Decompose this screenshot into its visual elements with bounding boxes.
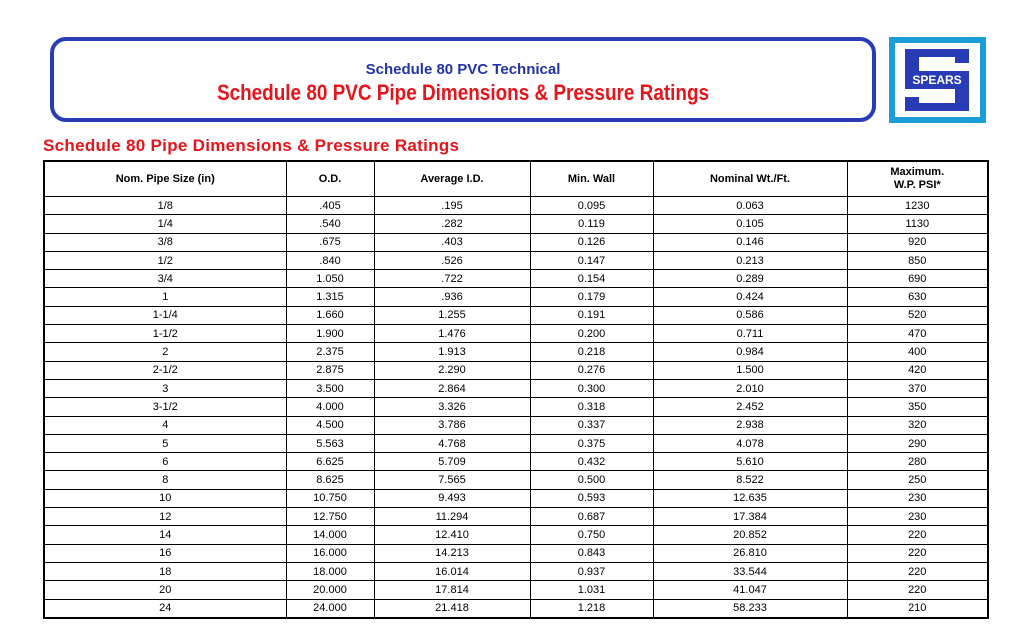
table-cell: 0.711 xyxy=(653,325,847,343)
table-cell: 20 xyxy=(44,581,286,599)
table-cell: .405 xyxy=(286,197,374,215)
table-cell: 4 xyxy=(44,416,286,434)
table-row xyxy=(44,508,988,526)
table-cell: 4.500 xyxy=(286,416,374,434)
table-cell: 3 xyxy=(44,379,286,397)
table-cell: 3/4 xyxy=(44,270,286,288)
table-cell: 2.010 xyxy=(653,379,847,397)
table-cell: 14 xyxy=(44,526,286,544)
table-cell: 690 xyxy=(847,270,988,288)
table-row xyxy=(44,361,988,379)
table-cell: 0.289 xyxy=(653,270,847,288)
table-cell: 0.105 xyxy=(653,215,847,233)
table-cell: 17.814 xyxy=(374,581,530,599)
table-row xyxy=(44,288,988,306)
table-cell: 1.900 xyxy=(286,325,374,343)
table-cell: 26.810 xyxy=(653,544,847,562)
table-cell: 370 xyxy=(847,379,988,397)
table-row xyxy=(44,526,988,544)
table-cell: 4.078 xyxy=(653,434,847,452)
table-row xyxy=(44,306,988,324)
table-cell: 2.938 xyxy=(653,416,847,434)
table-row xyxy=(44,379,988,397)
table-cell: 8.625 xyxy=(286,471,374,489)
table-row xyxy=(44,489,988,507)
table-cell: 11.294 xyxy=(374,508,530,526)
table-cell: 1.031 xyxy=(530,581,653,599)
table-cell: 0.593 xyxy=(530,489,653,507)
table-cell: 4.768 xyxy=(374,434,530,452)
table-cell: 20.000 xyxy=(286,581,374,599)
table-cell: 0.063 xyxy=(653,197,847,215)
table-cell: 0.147 xyxy=(530,251,653,269)
table-cell: .540 xyxy=(286,215,374,233)
table-cell: 1/4 xyxy=(44,215,286,233)
table-cell: 0.179 xyxy=(530,288,653,306)
table-cell: 280 xyxy=(847,453,988,471)
table-cell: .722 xyxy=(374,270,530,288)
table-cell: 10.750 xyxy=(286,489,374,507)
table-cell: 5 xyxy=(44,434,286,452)
table-cell: 1.255 xyxy=(374,306,530,324)
table-cell: 0.337 xyxy=(530,416,653,434)
table-row xyxy=(44,453,988,471)
table-cell: 0.432 xyxy=(530,453,653,471)
table-cell: .195 xyxy=(374,197,530,215)
table-cell: 350 xyxy=(847,398,988,416)
table-cell: 1.050 xyxy=(286,270,374,288)
table-cell: 16 xyxy=(44,544,286,562)
table-cell: 470 xyxy=(847,325,988,343)
table-cell: 420 xyxy=(847,361,988,379)
table-cell: 230 xyxy=(847,489,988,507)
table-cell: 1.660 xyxy=(286,306,374,324)
table-cell: 33.544 xyxy=(653,562,847,580)
table-cell: 0.937 xyxy=(530,562,653,580)
table-row xyxy=(44,398,988,416)
table-cell: 1/2 xyxy=(44,251,286,269)
table-cell: 1130 xyxy=(847,215,988,233)
table-cell: 2.864 xyxy=(374,379,530,397)
spears-logo xyxy=(889,37,986,123)
column-header: O.D. xyxy=(286,161,374,197)
table-cell: 1-1/2 xyxy=(44,325,286,343)
table-cell: 8 xyxy=(44,471,286,489)
table-cell: 9.493 xyxy=(374,489,530,507)
table-row xyxy=(44,544,988,562)
table-cell: 3-1/2 xyxy=(44,398,286,416)
table-cell: 400 xyxy=(847,343,988,361)
table-cell: 3.500 xyxy=(286,379,374,397)
column-header: Average I.D. xyxy=(374,161,530,197)
table-cell: 210 xyxy=(847,599,988,618)
table-cell: 0.218 xyxy=(530,343,653,361)
table-cell: 230 xyxy=(847,508,988,526)
table-cell: 630 xyxy=(847,288,988,306)
table-cell: 3.786 xyxy=(374,416,530,434)
table-cell: 8.522 xyxy=(653,471,847,489)
document-title: Schedule 80 PVC Pipe Dimensions & Pressure Ratings xyxy=(216,80,710,105)
header-box xyxy=(50,37,876,122)
table-cell: 18.000 xyxy=(286,562,374,580)
table-cell: 58.233 xyxy=(653,599,847,618)
table-cell: 0.300 xyxy=(530,379,653,397)
pipe-dimensions-table xyxy=(43,160,989,619)
table-row xyxy=(44,416,988,434)
table-cell: 12.410 xyxy=(374,526,530,544)
table-cell: 1.218 xyxy=(530,599,653,618)
table-cell: 10 xyxy=(44,489,286,507)
table-cell: 0.154 xyxy=(530,270,653,288)
table-cell: 920 xyxy=(847,233,988,251)
table-cell: 4.000 xyxy=(286,398,374,416)
table-cell: 5.709 xyxy=(374,453,530,471)
table-row xyxy=(44,343,988,361)
table-cell: 2.375 xyxy=(286,343,374,361)
table-cell: 2.290 xyxy=(374,361,530,379)
table-row xyxy=(44,599,988,618)
table-cell: 1/8 xyxy=(44,197,286,215)
table-row xyxy=(44,197,988,215)
table-cell: 0.213 xyxy=(653,251,847,269)
section-heading: Schedule 80 Pipe Dimensions & Pressure Ratings xyxy=(43,136,460,155)
table-cell: 220 xyxy=(847,544,988,562)
table-row xyxy=(44,562,988,580)
table-cell: 520 xyxy=(847,306,988,324)
logo-text: SPEARS xyxy=(912,73,962,87)
table-cell: 1.476 xyxy=(374,325,530,343)
table-cell: 12 xyxy=(44,508,286,526)
table-row xyxy=(44,471,988,489)
table-cell: 0.276 xyxy=(530,361,653,379)
table-cell: 24 xyxy=(44,599,286,618)
table-cell: 5.563 xyxy=(286,434,374,452)
table-cell: 1230 xyxy=(847,197,988,215)
table-cell: 0.191 xyxy=(530,306,653,324)
table-cell: 18 xyxy=(44,562,286,580)
table-cell: 12.635 xyxy=(653,489,847,507)
table-cell: 250 xyxy=(847,471,988,489)
table-cell: 12.750 xyxy=(286,508,374,526)
table-cell: 3/8 xyxy=(44,233,286,251)
table-cell: 6 xyxy=(44,453,286,471)
document-subtitle: Schedule 80 PVC Technical xyxy=(365,61,561,78)
table-cell: 0.500 xyxy=(530,471,653,489)
table-cell: 14.000 xyxy=(286,526,374,544)
table-cell: 1.500 xyxy=(653,361,847,379)
table-cell: 2.875 xyxy=(286,361,374,379)
table-row xyxy=(44,270,988,288)
table-cell: 220 xyxy=(847,526,988,544)
table-cell: 320 xyxy=(847,416,988,434)
table-cell: 2 xyxy=(44,343,286,361)
table-cell: 850 xyxy=(847,251,988,269)
table-cell: 14.213 xyxy=(374,544,530,562)
table-cell: 0.126 xyxy=(530,233,653,251)
table-cell: 6.625 xyxy=(286,453,374,471)
table-row xyxy=(44,251,988,269)
table-row xyxy=(44,215,988,233)
column-header: Min. Wall xyxy=(530,161,653,197)
table-cell: 0.843 xyxy=(530,544,653,562)
table-row xyxy=(44,581,988,599)
table-cell: .840 xyxy=(286,251,374,269)
table-cell: 1-1/4 xyxy=(44,306,286,324)
table-cell: 3.326 xyxy=(374,398,530,416)
table-cell: 0.200 xyxy=(530,325,653,343)
table-cell: 41.047 xyxy=(653,581,847,599)
table-cell: 1 xyxy=(44,288,286,306)
table-cell: .282 xyxy=(374,215,530,233)
table-cell: 0.984 xyxy=(653,343,847,361)
table-cell: 21.418 xyxy=(374,599,530,618)
table-cell: 7.565 xyxy=(374,471,530,489)
table-header-row xyxy=(44,161,988,197)
table-cell: 0.095 xyxy=(530,197,653,215)
table-cell: .675 xyxy=(286,233,374,251)
table-cell: 0.375 xyxy=(530,434,653,452)
column-header: Nom. Pipe Size (in) xyxy=(44,161,286,197)
table-cell: .403 xyxy=(374,233,530,251)
table-cell: 220 xyxy=(847,581,988,599)
table-cell: 0.750 xyxy=(530,526,653,544)
table-cell: 0.318 xyxy=(530,398,653,416)
table-cell: 2.452 xyxy=(653,398,847,416)
column-header: Maximum. W.P. PSI* xyxy=(847,161,988,197)
table-cell: 0.146 xyxy=(653,233,847,251)
table-cell: 1.913 xyxy=(374,343,530,361)
table-cell: 220 xyxy=(847,562,988,580)
table-cell: 17.384 xyxy=(653,508,847,526)
table-cell: 0.424 xyxy=(653,288,847,306)
table-cell: 1.315 xyxy=(286,288,374,306)
column-header: Nominal Wt./Ft. xyxy=(653,161,847,197)
table-cell: 0.687 xyxy=(530,508,653,526)
table-cell: 24.000 xyxy=(286,599,374,618)
table-cell: 16.014 xyxy=(374,562,530,580)
table-row xyxy=(44,325,988,343)
table-row xyxy=(44,233,988,251)
table-cell: 5.610 xyxy=(653,453,847,471)
table-row xyxy=(44,434,988,452)
table-cell: .526 xyxy=(374,251,530,269)
table-cell: 2-1/2 xyxy=(44,361,286,379)
table-cell: 20.852 xyxy=(653,526,847,544)
table-cell: .936 xyxy=(374,288,530,306)
table-cell: 290 xyxy=(847,434,988,452)
table-cell: 0.119 xyxy=(530,215,653,233)
table-cell: 0.586 xyxy=(653,306,847,324)
table-cell: 16.000 xyxy=(286,544,374,562)
